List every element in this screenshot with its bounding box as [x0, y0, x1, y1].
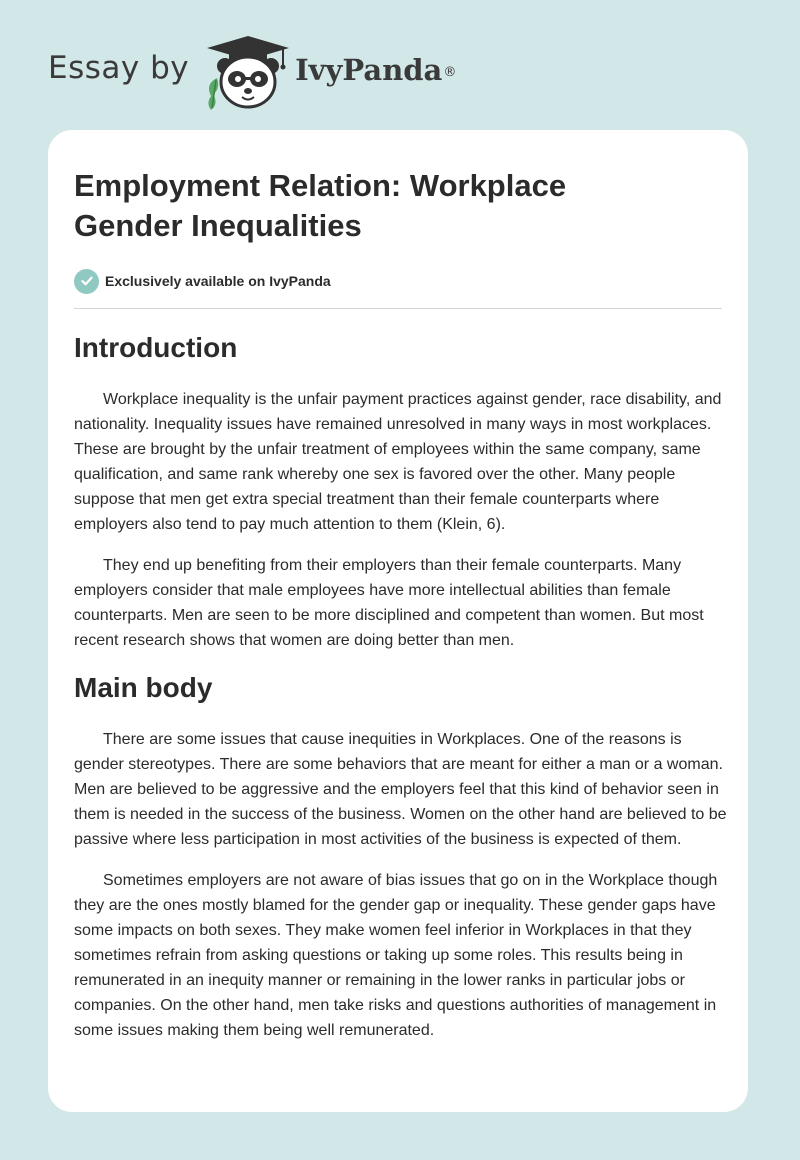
brand-name: IvyPanda — [295, 53, 443, 87]
section-heading-main-body: Main body — [74, 672, 213, 703]
essay-card — [48, 130, 748, 1112]
badge-text: Exclusively available on IvyPanda — [105, 273, 331, 289]
paragraph: They end up benefiting from their employers than their female counterparts. Many employers consider that male employees have more intellectual abilities than female counterparts. Men are seen to be more disciplined and competent than women. But most recent research shows that women are doing better than men. — [74, 557, 704, 649]
paragraph: Workplace inequality is the unfair payment practices against gender, race disability, and nationality. Inequality issues have remained unresolved in many ways in most workplaces. These are brought by the unfair treatment of employees within the same company, same qualification, and same rank whereby one sex is favored over the other. Many people suppose that men get extra special treatment than their female counterparts where employers also tend to pay much attention to them (Klein, 6). — [74, 391, 722, 533]
paragraph: There are some issues that cause inequities in Workplaces. One of the reasons is gender stereotypes. There are some behaviors that are meant for either a man or a woman. Men are believed to be aggressive and the employers feel that this kind of behavior seen in them is needed in the success of the business. Women on the other hand are believed to be passive where less participation in most activities of the business is expected of them. — [74, 731, 727, 848]
section-heading-introduction: Introduction — [74, 332, 238, 363]
site-logo[interactable] — [48, 32, 456, 112]
check-circle-icon — [74, 269, 99, 294]
registered-mark: ® — [443, 64, 457, 80]
page-title: Employment Relation: Workplace Gender Inequalities — [74, 168, 567, 243]
panda-logo-icon — [203, 32, 293, 112]
brand-prefix: Essay by — [48, 50, 190, 86]
divider — [74, 308, 722, 309]
exclusive-badge — [74, 268, 722, 294]
paragraph: Sometimes employers are not aware of bias issues that go on in the Workplace though they are the ones mostly blamed for the gender gap or inequality. These gender gaps have some impacts on both sexes. They make women feel inferior in Workplaces in that they sometimes refrain from asking questions or taking up some roles. This results being in remunerated in an inequity manner or remaining in the lower ranks in particular jobs or companies. On the other hand, men take risks and questions authorities of management in some issues making them being well remunerated. — [74, 872, 718, 1039]
